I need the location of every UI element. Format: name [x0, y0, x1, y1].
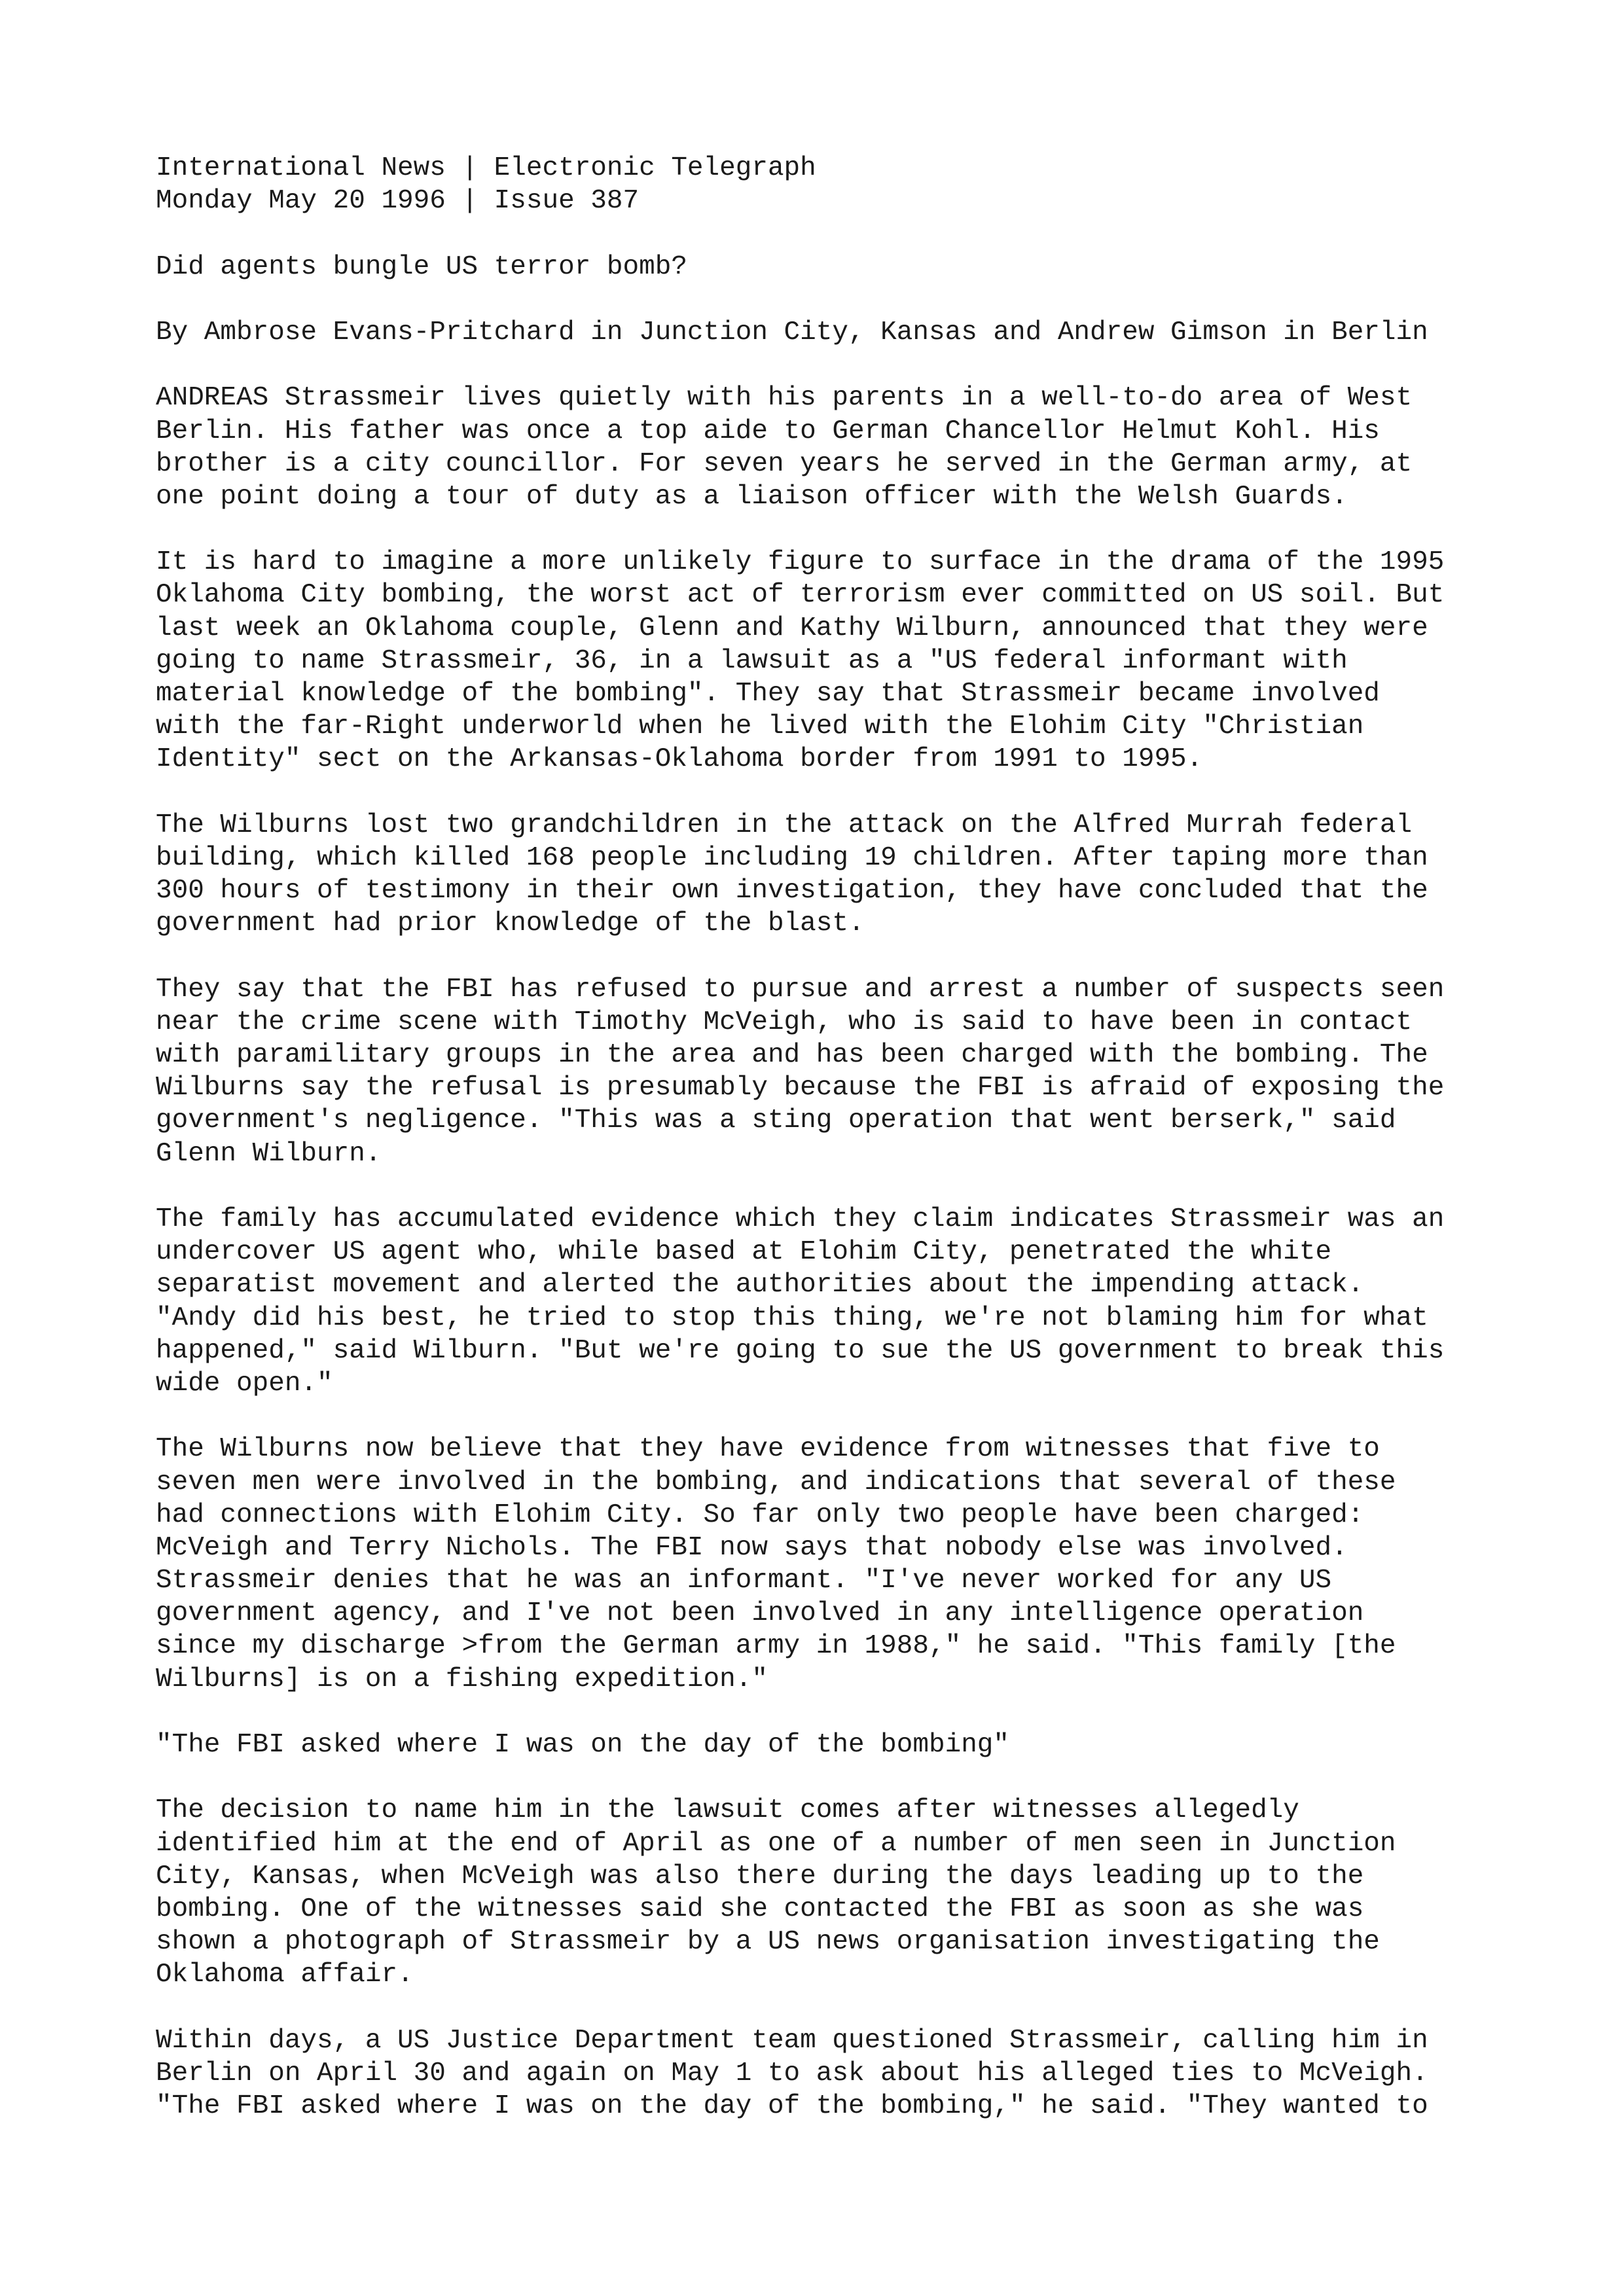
article-paragraph: [156, 1203, 1504, 1400]
article-paragraph: [156, 2024, 1504, 2123]
spacer: [156, 1696, 1504, 1729]
header-section-line: International News | Electronic Telegraph: [156, 153, 816, 183]
paragraph-line: seven men were involved in the bombing, and indications that several of these: [156, 1467, 1396, 1498]
spacer: [156, 1400, 1504, 1433]
paragraph-line: building, which killed 168 people including 19 children. After taping more than: [156, 842, 1428, 873]
paragraph-line: undercover US agent who, while based at Elohim City, penetrated the white: [156, 1237, 1332, 1268]
spacer: [156, 1761, 1504, 1794]
paragraph-line: separatist movement and alerted the authorities about the impending attack.: [156, 1270, 1364, 1300]
paragraph-line: one point doing a tour of duty as a liaison officer with the Welsh Guards.: [156, 481, 1348, 512]
header-date-line: Monday May 20 1996 | Issue 387: [156, 186, 640, 217]
paragraph-line: ANDREAS Strassmeir lives quietly with his parents in a well-to-do area of West: [156, 383, 1413, 414]
paragraph-line: happened," said Wilburn. "But we're going to sue the US government to break this: [156, 1335, 1445, 1366]
byline: By Ambrose Evans-Pritchard in Junction City, Kansas and Andrew Gimson in Berlin: [156, 317, 1428, 348]
spacer: [156, 283, 1504, 316]
paragraph-line: with paramilitary groups in the area and has been charged with the bombing. The: [156, 1040, 1428, 1071]
article-paragraph: [156, 382, 1504, 513]
paragraph-line: near the crime scene with Timothy McVeigh, who is said to have been in contact: [156, 1007, 1413, 1037]
paragraph-line: Wilburns] is on a fishing expedition.": [156, 1664, 768, 1695]
paragraph-line: wide open.": [156, 1368, 333, 1399]
paragraph-line: government had prior knowledge of the blast.: [156, 908, 865, 939]
paragraph-line: since my discharge >from the German army in 1988," he said. "This family [the: [156, 1631, 1396, 1662]
spacer: [156, 513, 1504, 546]
paragraph-line: "The FBI asked where I was on the day of the bombing," he said. "They wanted to: [156, 2091, 1428, 2122]
spacer: [156, 349, 1504, 382]
paragraph-line: Berlin on April 30 and again on May 1 to ask about his alleged ties to McVeigh.: [156, 2058, 1428, 2089]
headline: Did agents bungle US terror bomb?: [156, 251, 687, 282]
paragraph-line: shown a photograph of Strassmeir by a US news organisation investigating the: [156, 1927, 1380, 1958]
article-paragraph: [156, 546, 1504, 776]
paragraph-line: "Andy did his best, he tried to stop this thing, we're not blaming him for what: [156, 1302, 1428, 1333]
paragraph-line: government agency, and I've not been involved in any intelligence operation: [156, 1598, 1364, 1629]
paragraph-line: Strassmeir denies that he was an informant. "I've never worked for any US: [156, 1566, 1332, 1596]
paragraph-line: Berlin. His father was once a top aide to German Chancellor Helmut Kohl. His: [156, 416, 1380, 446]
paragraph-line: last week an Oklahoma couple, Glenn and Kathy Wilburn, announced that they were: [156, 613, 1428, 643]
paragraph-line: The Wilburns lost two grandchildren in the attack on the Alfred Murrah federal: [156, 810, 1413, 840]
paragraph-line: McVeigh and Terry Nichols. The FBI now says that nobody else was involved.: [156, 1532, 1348, 1563]
paragraph-line: going to name Strassmeir, 36, in a lawsuit as a "US federal informant with: [156, 645, 1348, 676]
paragraph-line: City, Kansas, when McVeigh was also there during the days leading up to the: [156, 1861, 1364, 1892]
paragraph-line: It is hard to imagine a more unlikely figure to surface in the drama of the 1995: [156, 547, 1445, 578]
paragraph-line: Oklahoma affair.: [156, 1960, 414, 1990]
paragraph-line: The family has accumulated evidence which they claim indicates Strassmeir was an: [156, 1204, 1445, 1234]
spacer: [156, 941, 1504, 973]
paragraph-line: had connections with Elohim City. So far only two people have been charged:: [156, 1499, 1364, 1530]
paragraph-line: 300 hours of testimony in their own investigation, they have concluded that the: [156, 876, 1428, 906]
spacer: [156, 1170, 1504, 1203]
paragraph-line: "The FBI asked where I was on the day of the bombing": [156, 1730, 1010, 1760]
article-paragraph: [156, 1794, 1504, 1991]
paragraph-line: The Wilburns now believe that they have evidence from witnesses that five to: [156, 1434, 1380, 1465]
article-paragraph: [156, 809, 1504, 941]
paragraph-line: They say that the FBI has refused to pursue and arrest a number of suspects seen: [156, 974, 1445, 1005]
header-block: [156, 152, 1504, 217]
paragraph-line: government's negligence. "This was a sting operation that went berserk," said: [156, 1105, 1396, 1136]
paragraph-line: Oklahoma City bombing, the worst act of terrorism ever committed on US soil. But: [156, 580, 1445, 611]
paragraph-line: bombing. One of the witnesses said she contacted the FBI as soon as she was: [156, 1893, 1364, 1924]
article-paragraph: [156, 1729, 1504, 1761]
spacer: [156, 776, 1504, 809]
paragraph-line: Within days, a US Justice Department team questioned Strassmeir, calling him in: [156, 2025, 1428, 2056]
spacer: [156, 217, 1504, 250]
paragraph-line: material knowledge of the bombing". They say that Strassmeir became involved: [156, 679, 1380, 709]
article-body: [156, 382, 1504, 2123]
paragraph-line: with the far-Right underworld when he lived with the Elohim City "Christian: [156, 711, 1364, 742]
paragraph-line: Identity" sect on the Arkansas-Oklahoma border from 1991 to 1995.: [156, 744, 1203, 775]
paragraph-line: Glenn Wilburn.: [156, 1138, 382, 1169]
spacer: [156, 1992, 1504, 2024]
article-paragraph: [156, 973, 1504, 1170]
paragraph-line: Wilburns say the refusal is presumably because the FBI is afraid of exposing the: [156, 1073, 1445, 1103]
document-page: [156, 152, 1504, 2123]
paragraph-line: The decision to name him in the lawsuit comes after witnesses allegedly: [156, 1795, 1299, 1826]
paragraph-line: identified him at the end of April as one of a number of men seen in Junction: [156, 1828, 1396, 1859]
paragraph-line: brother is a city councillor. For seven years he served in the German army, at: [156, 448, 1413, 479]
article-paragraph: [156, 1433, 1504, 1696]
